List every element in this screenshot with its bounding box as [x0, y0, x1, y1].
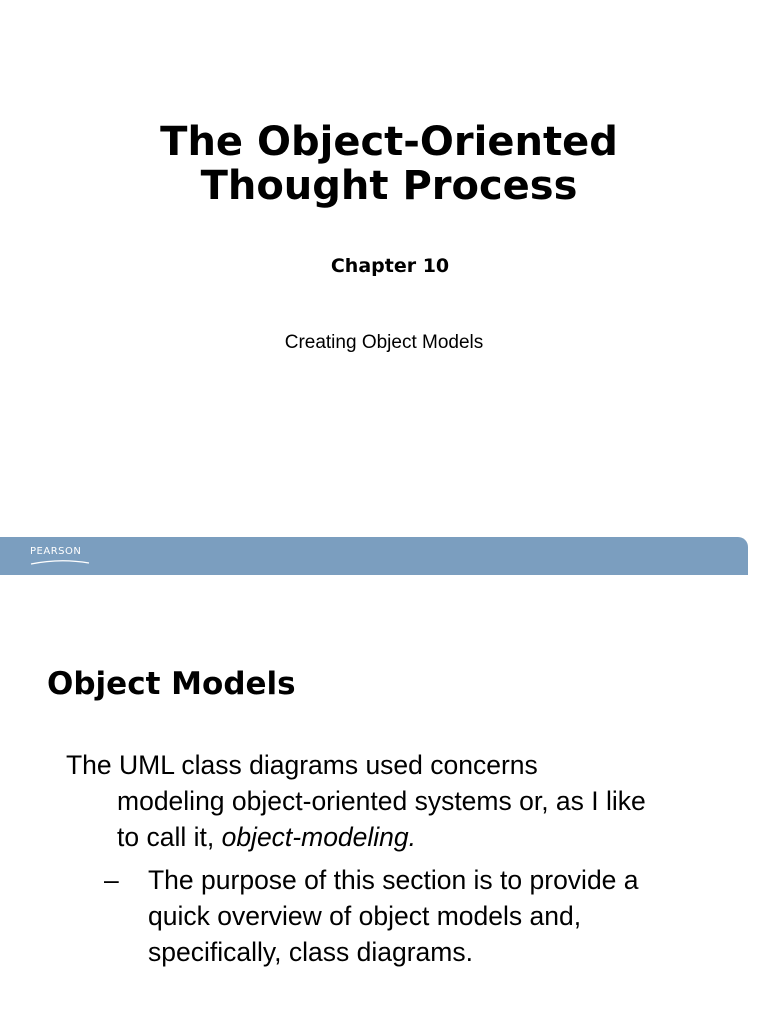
slide-title: [0, 120, 768, 208]
footer-band: [0, 537, 748, 575]
paragraph-line-1: The UML class diagrams used concerns: [66, 750, 538, 780]
slide-subtitle: Creating Object Models: [284, 332, 484, 353]
title-line-2: Thought Process: [200, 163, 578, 209]
paragraph-line-3: [66, 819, 746, 855]
paragraph-line-2: modeling object-oriented systems or, as I like: [117, 786, 646, 816]
sub-bullet-line-2: quick overview of object models and,: [148, 901, 582, 931]
chapter-label: Chapter 10: [330, 255, 450, 277]
logo-text: PEARSON: [30, 546, 82, 557]
pearson-logo: [30, 546, 92, 568]
main-paragraph: [66, 747, 746, 855]
slide-heading: Object Models: [47, 666, 296, 702]
sub-bullet-text: [148, 862, 748, 970]
content-slide: [0, 576, 768, 1024]
paragraph-emphasis: object-modeling.: [221, 822, 417, 852]
logo-swoosh-icon: [30, 559, 90, 565]
paragraph-line-3-text: to call it,: [117, 822, 222, 852]
title-line-1: The Object-Oriented: [160, 119, 618, 165]
sub-bullet-line-1: The purpose of this section is to provide a: [148, 865, 639, 895]
sub-bullet-line-3: specifically, class diagrams.: [148, 937, 473, 967]
sub-bullet-marker: –: [104, 865, 119, 895]
